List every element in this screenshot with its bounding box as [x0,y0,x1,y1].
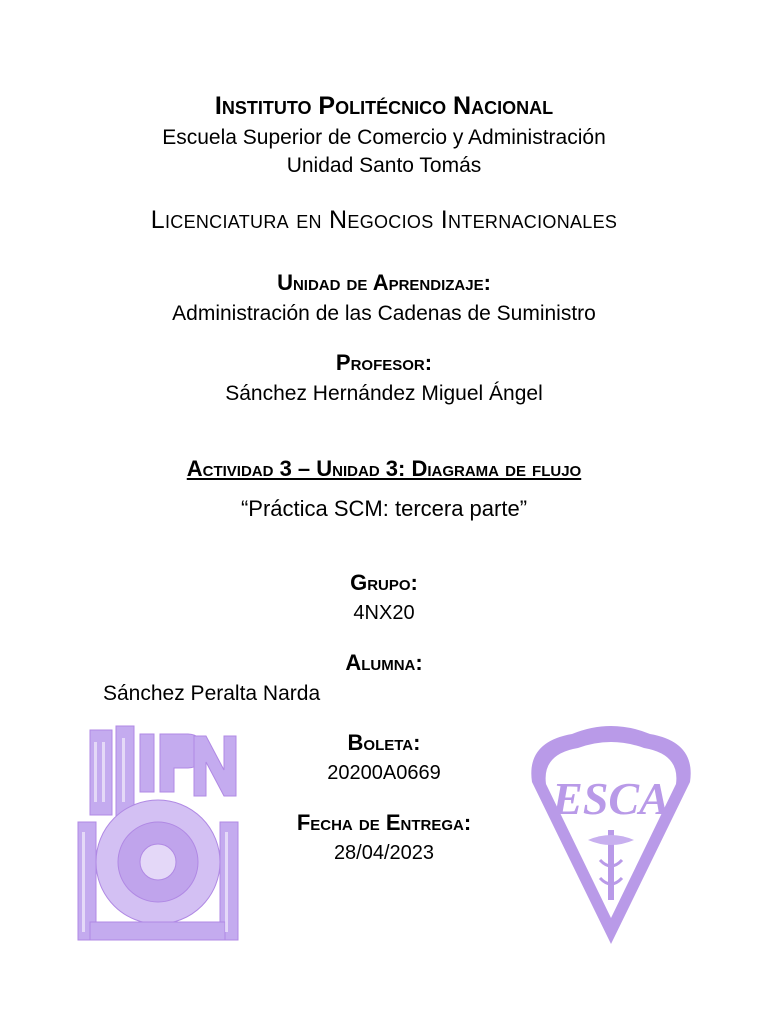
student-label: Alumna: [345,650,423,675]
activity-title: Actividad 3 – Unidad 3: Diagrama de flujo [186,456,582,481]
esca-logo [522,722,700,950]
institution-name: Instituto Politécnico Nacional [214,92,554,120]
group-value: 4NX20 [353,602,415,624]
id-label: Boleta: [347,730,421,755]
career-name: Licenciatura en Negocios Internacionales [150,206,618,234]
id-value: 20200A0669 [327,762,441,784]
professor-value: Sánchez Hernández Miguel Ángel [225,382,543,405]
activity-subtitle: “Práctica SCM: tercera parte” [240,496,528,521]
activity-title-wrap [0,456,768,482]
group-label: Grupo: [350,570,418,595]
delivery-value: 28/04/2023 [333,842,435,864]
professor-label: Profesor: [335,350,433,375]
learning-unit-label: Unidad de Aprendizaje: [277,270,491,295]
esca-logo-text: ESCA [552,773,670,824]
student-value: Sánchez Peralta Narda [103,682,321,705]
learning-unit-value: Administración de las Cadenas de Suministro [172,302,596,325]
delivery-label: Fecha de Entrega: [296,810,472,835]
campus-name: Unidad Santo Tomás [286,154,482,177]
school-name: Escuela Superior de Comercio y Administración [162,126,606,149]
ipn-logo [70,722,245,947]
